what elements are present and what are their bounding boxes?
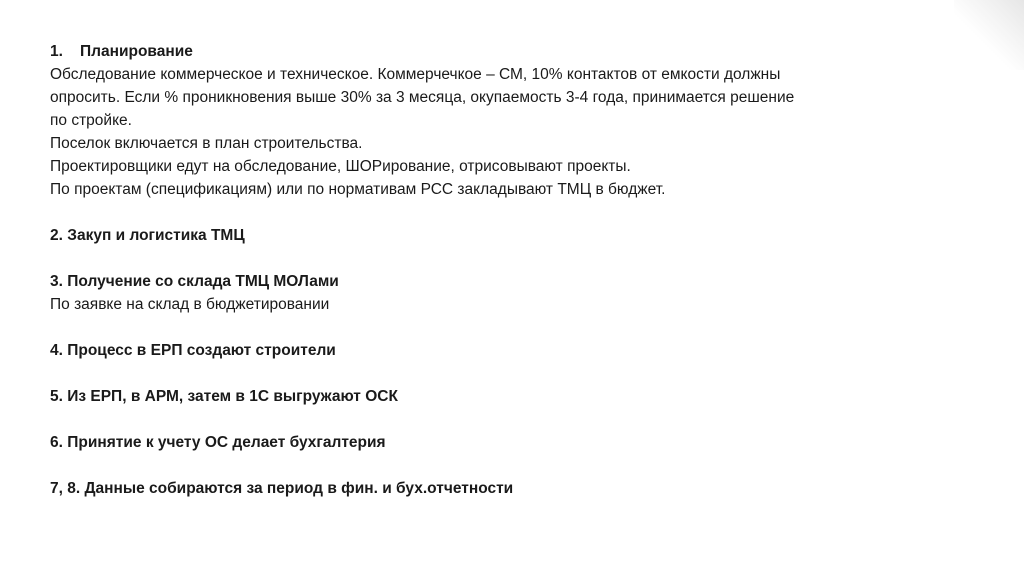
spacer bbox=[50, 454, 950, 477]
slide-content bbox=[50, 40, 950, 500]
section-5-heading: 5. Из ЕРП, в АРМ, затем в 1С выгружают ОСК bbox=[50, 388, 398, 405]
spacer bbox=[50, 201, 950, 224]
spacer bbox=[50, 247, 950, 270]
section-1-line-6: По проектам (спецификациям) или по нормативам РСС закладывают ТМЦ в бюджет. bbox=[50, 181, 666, 198]
section-7-heading: 7, 8. Данные собираются за период в фин. и бух.отчетности bbox=[50, 480, 514, 497]
section-6-heading: 6. Принятие к учету ОС делает бухгалтерия bbox=[50, 434, 386, 451]
section-4-heading: 4. Процесс в ЕРП создают строители bbox=[50, 342, 336, 359]
section-1-line-2: опросить. Если % проникновения выше 30% за 3 месяца, окупаемость 3-4 года, принимается решение bbox=[50, 89, 795, 106]
page-curl-decoration bbox=[954, 0, 1024, 70]
spacer bbox=[50, 362, 950, 385]
section-1-line-5: Проектировщики едут на обследование, ШОРирование, отрисовывают проекты. bbox=[50, 158, 631, 175]
section-1-heading bbox=[50, 40, 950, 63]
section-1-number: 1. bbox=[50, 43, 63, 60]
section-3-line-1: По заявке на склад в бюджетировании bbox=[50, 296, 330, 313]
section-1-line-3: по стройке. bbox=[50, 112, 132, 129]
spacer bbox=[50, 316, 950, 339]
spacer bbox=[50, 408, 950, 431]
section-1-title: Планирование bbox=[80, 43, 193, 60]
section-1-line-1: Обследование коммерческое и техническое. Коммерчечкое – СМ, 10% контактов от емкости должны bbox=[50, 66, 781, 83]
section-3-heading: 3. Получение со склада ТМЦ МОЛами bbox=[50, 273, 339, 290]
section-1-line-4: Поселок включается в план строительства. bbox=[50, 135, 363, 152]
section-2-heading: 2. Закуп и логистика ТМЦ bbox=[50, 227, 245, 244]
